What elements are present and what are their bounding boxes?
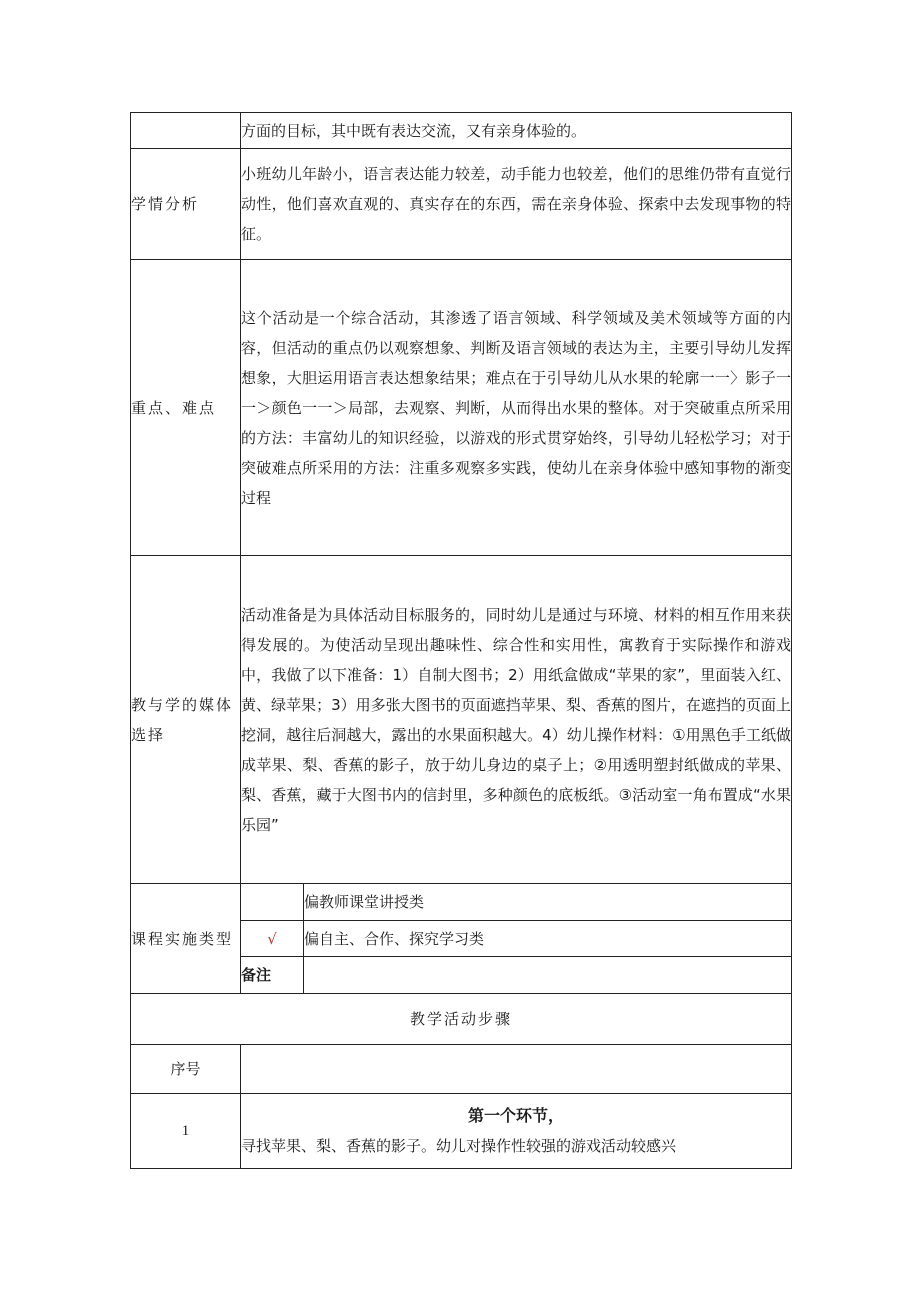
note-label: 备注 <box>241 957 304 994</box>
course-type-option-2-mark: √ <box>241 921 304 957</box>
continued-goal-text: 方面的目标，其中既有表达交流，又有亲身体验的。 <box>241 113 792 149</box>
media-label: 教与学的媒体选择 <box>131 556 241 884</box>
course-type-option-2-text: 偏自主、合作、探究学习类 <box>304 921 792 957</box>
course-type-label: 课程实施类型 <box>131 884 241 994</box>
row-course-type-1 <box>131 884 792 921</box>
empty-label-cell <box>131 113 241 149</box>
row-step-1 <box>131 1094 792 1169</box>
media-text: 活动准备是为具体活动目标服务的，同时幼儿是通过与环境、材料的相互作用来获得发展的。为使活动呈现出趣味性、综合性和实用性，寓教育于实际操作和游戏中，我做了以下准备：1）自制大图书；2）用纸盒做成“苹果的家”，里面装入红、黄、绿苹果；3）用多张大图书的页面遮挡苹果、梨、香蕉的图片，在遮挡的页面上挖洞，越往后洞越大，露出的水果面积越大。4）幼儿操作材料：①用黑色手工纸做成苹果、梨、香蕉的影子，放于幼儿身边的桌子上；②用透明塑封纸做成的苹果、梨、香蕉，藏于大图书内的信封里，多种颜色的底板纸。③活动室一角布置成“水果乐园” <box>241 556 792 884</box>
step-1-text: 寻找苹果、梨、香蕉的影子。幼儿对操作性较强的游戏活动较感兴 <box>241 1137 677 1155</box>
course-type-option-1-text: 偏教师课堂讲授类 <box>304 884 792 921</box>
seq-header-label: 序号 <box>131 1045 241 1094</box>
lesson-plan-table <box>130 112 792 1169</box>
learner-analysis-text: 小班幼儿年龄小，语言表达能力较差，动手能力也较差，他们的思维仍带有直觉行动性，他们喜欢直观的、真实存在的东西，需在亲身体验、探索中去发现事物的特征。 <box>241 149 792 260</box>
row-steps-header <box>131 994 792 1045</box>
row-continued-goal <box>131 113 792 149</box>
learner-analysis-label: 学情分析 <box>131 149 241 260</box>
seq-header-value <box>241 1045 792 1094</box>
row-seq-header <box>131 1045 792 1094</box>
note-value <box>304 957 792 994</box>
key-points-label: 重点、难点 <box>131 260 241 556</box>
steps-header: 教学活动步骤 <box>131 994 792 1045</box>
step-1-heading: 第一个环节， <box>468 1106 565 1125</box>
step-1-number: 1 <box>131 1094 241 1169</box>
key-points-text: 这个活动是一个综合活动，其渗透了语言领域、科学领域及美术领域等方面的内容，但活动的重点仍以观察想象、判断及语言领域的表达为主，主要引导幼儿发挥想象，大胆运用语言表达想象结果；难点在于引导幼儿从水果的轮廓一一〉影子一一＞颜色一一＞局部，去观察、判断，从而得出水果的整体。对于突破重点所采用的方法：丰富幼儿的知识经验，以游戏的形式贯穿始终，引导幼儿轻松学习；对于突破难点所采用的方法：注重多观察多实践，使幼儿在亲身体验中感知事物的渐变过程 <box>241 260 792 556</box>
row-learner-analysis <box>131 149 792 260</box>
course-type-option-1-mark <box>241 884 304 921</box>
row-key-points <box>131 260 792 556</box>
step-1-cell <box>241 1094 792 1169</box>
row-media <box>131 556 792 884</box>
